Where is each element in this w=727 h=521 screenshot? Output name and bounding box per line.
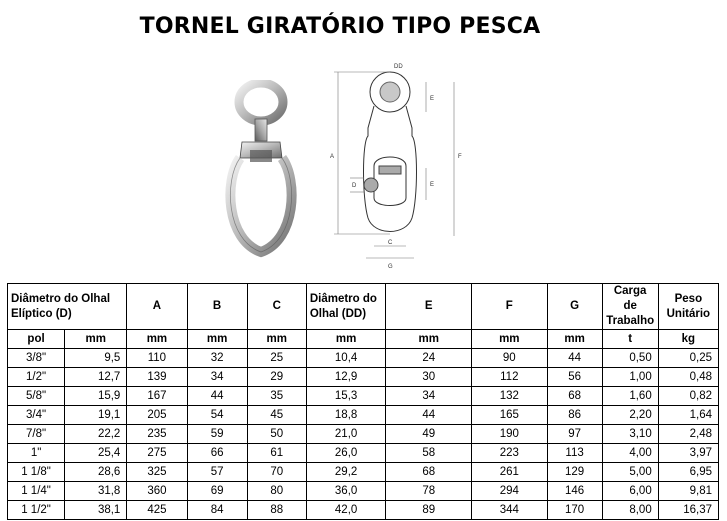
table-cell: 10,4	[306, 349, 386, 368]
table-cell: 29	[247, 368, 306, 387]
spec-table	[7, 283, 719, 520]
table-cell: 28,6	[65, 463, 127, 482]
table-cell: 44	[187, 387, 247, 406]
table-cell: 21,0	[306, 425, 386, 444]
technical-drawing	[322, 58, 470, 276]
unit-cell: mm	[547, 330, 602, 349]
unit-cell: t	[602, 330, 658, 349]
table-cell: 165	[472, 406, 547, 425]
dim-label-a: A	[330, 154, 335, 160]
table-cell: 2,48	[658, 425, 718, 444]
table-cell: 261	[472, 463, 547, 482]
table-cell: 110	[127, 349, 187, 368]
table-cell: 112	[472, 368, 547, 387]
table-cell: 30	[386, 368, 472, 387]
table-cell: 70	[247, 463, 306, 482]
table-cell: 34	[386, 387, 472, 406]
table-cell: 1,64	[658, 406, 718, 425]
page-title: TORNEL GIRATÓRIO TIPO PESCA	[139, 14, 541, 39]
table-cell: 38,1	[65, 501, 127, 520]
table-cell: 129	[547, 463, 602, 482]
header-g: G	[547, 284, 602, 330]
table-cell: 35	[247, 387, 306, 406]
table-cell: 9,81	[658, 482, 718, 501]
table-cell: 86	[547, 406, 602, 425]
table-cell: 8,00	[602, 501, 658, 520]
table-cell: 1 1/4"	[8, 482, 65, 501]
header-row-units	[8, 330, 719, 349]
header-f: F	[472, 284, 547, 330]
table-cell: 360	[127, 482, 187, 501]
table-cell: 88	[247, 501, 306, 520]
table-cell: 6,95	[658, 463, 718, 482]
table-cell: 132	[472, 387, 547, 406]
table-cell: 1,60	[602, 387, 658, 406]
table-cell: 26,0	[306, 444, 386, 463]
table-cell: 84	[187, 501, 247, 520]
table-cell: 5/8"	[8, 387, 65, 406]
table-cell: 50	[247, 425, 306, 444]
dim-label-f: F	[458, 154, 462, 160]
table-cell: 32	[187, 349, 247, 368]
table-row	[8, 425, 719, 444]
table-cell: 69	[187, 482, 247, 501]
table-cell: 18,8	[306, 406, 386, 425]
table-cell: 16,37	[658, 501, 718, 520]
table-cell: 49	[386, 425, 472, 444]
table-row	[8, 444, 719, 463]
header-peso: Peso Unitário	[658, 284, 718, 330]
table-cell: 0,25	[658, 349, 718, 368]
table-cell: 34	[187, 368, 247, 387]
header-d: Diâmetro do Olhal Elíptico (D)	[8, 284, 127, 330]
table-cell: 12,7	[65, 368, 127, 387]
unit-cell: kg	[658, 330, 718, 349]
table-cell: 235	[127, 425, 187, 444]
table-cell: 344	[472, 501, 547, 520]
table-row	[8, 482, 719, 501]
table-cell: 275	[127, 444, 187, 463]
table-cell: 42,0	[306, 501, 386, 520]
table-cell: 15,9	[65, 387, 127, 406]
table-cell: 3,97	[658, 444, 718, 463]
table-cell: 1/2"	[8, 368, 65, 387]
table-cell: 61	[247, 444, 306, 463]
table-cell: 0,82	[658, 387, 718, 406]
unit-cell: mm	[127, 330, 187, 349]
table-cell: 31,8	[65, 482, 127, 501]
spec-table-body	[8, 349, 719, 520]
table-row	[8, 387, 719, 406]
table-cell: 294	[472, 482, 547, 501]
table-cell: 54	[187, 406, 247, 425]
table-cell: 15,3	[306, 387, 386, 406]
table-cell: 66	[187, 444, 247, 463]
table-cell: 22,2	[65, 425, 127, 444]
table-cell: 36,0	[306, 482, 386, 501]
dim-label-g: G	[388, 264, 393, 270]
table-cell: 12,9	[306, 368, 386, 387]
table-cell: 113	[547, 444, 602, 463]
table-cell: 0,50	[602, 349, 658, 368]
table-cell: 0,48	[658, 368, 718, 387]
header-row-top	[8, 284, 719, 330]
unit-cell: mm	[386, 330, 472, 349]
table-cell: 4,00	[602, 444, 658, 463]
dim-label-c: C	[388, 240, 393, 246]
dim-label-e-top: E	[430, 96, 435, 102]
table-row	[8, 368, 719, 387]
table-cell: 56	[547, 368, 602, 387]
table-cell: 57	[187, 463, 247, 482]
table-cell: 1,00	[602, 368, 658, 387]
table-cell: 146	[547, 482, 602, 501]
table-cell: 19,1	[65, 406, 127, 425]
header-b: B	[187, 284, 247, 330]
unit-cell: mm	[65, 330, 127, 349]
table-cell: 80	[247, 482, 306, 501]
swivel-photo	[216, 80, 306, 260]
unit-cell: mm	[472, 330, 547, 349]
table-cell: 223	[472, 444, 547, 463]
table-cell: 24	[386, 349, 472, 368]
dim-label-e-bottom: E	[430, 182, 435, 188]
table-cell: 59	[187, 425, 247, 444]
table-cell: 1 1/8"	[8, 463, 65, 482]
table-cell: 1"	[8, 444, 65, 463]
table-cell: 78	[386, 482, 472, 501]
table-cell: 190	[472, 425, 547, 444]
table-cell: 68	[386, 463, 472, 482]
table-cell: 139	[127, 368, 187, 387]
table-cell: 2,20	[602, 406, 658, 425]
header-carga: Carga de Trabalho	[602, 284, 658, 330]
table-cell: 68	[547, 387, 602, 406]
table-cell: 205	[127, 406, 187, 425]
table-cell: 1 1/2"	[8, 501, 65, 520]
table-row	[8, 463, 719, 482]
header-c: C	[247, 284, 306, 330]
table-cell: 29,2	[306, 463, 386, 482]
table-cell: 325	[127, 463, 187, 482]
unit-cell: mm	[306, 330, 386, 349]
table-cell: 3/8"	[8, 349, 65, 368]
table-cell: 45	[247, 406, 306, 425]
table-cell: 44	[386, 406, 472, 425]
table-cell: 7/8"	[8, 425, 65, 444]
table-cell: 167	[127, 387, 187, 406]
table-cell: 170	[547, 501, 602, 520]
table-row	[8, 501, 719, 520]
unit-cell: mm	[187, 330, 247, 349]
table-cell: 3/4"	[8, 406, 65, 425]
table-cell: 44	[547, 349, 602, 368]
table-cell: 425	[127, 501, 187, 520]
dim-label-dd: DD	[394, 64, 403, 70]
table-cell: 58	[386, 444, 472, 463]
table-cell: 89	[386, 501, 472, 520]
table-cell: 25,4	[65, 444, 127, 463]
table-row	[8, 406, 719, 425]
table-cell: 3,10	[602, 425, 658, 444]
dim-label-d: D	[352, 183, 357, 189]
unit-cell: pol	[8, 330, 65, 349]
header-e: E	[386, 284, 472, 330]
table-cell: 97	[547, 425, 602, 444]
table-cell: 25	[247, 349, 306, 368]
unit-cell: mm	[247, 330, 306, 349]
header-a: A	[127, 284, 187, 330]
table-cell: 5,00	[602, 463, 658, 482]
header-dd: Diâmetro do Olhal (DD)	[306, 284, 386, 330]
table-cell: 90	[472, 349, 547, 368]
table-cell: 9,5	[65, 349, 127, 368]
table-row	[8, 349, 719, 368]
table-cell: 6,00	[602, 482, 658, 501]
